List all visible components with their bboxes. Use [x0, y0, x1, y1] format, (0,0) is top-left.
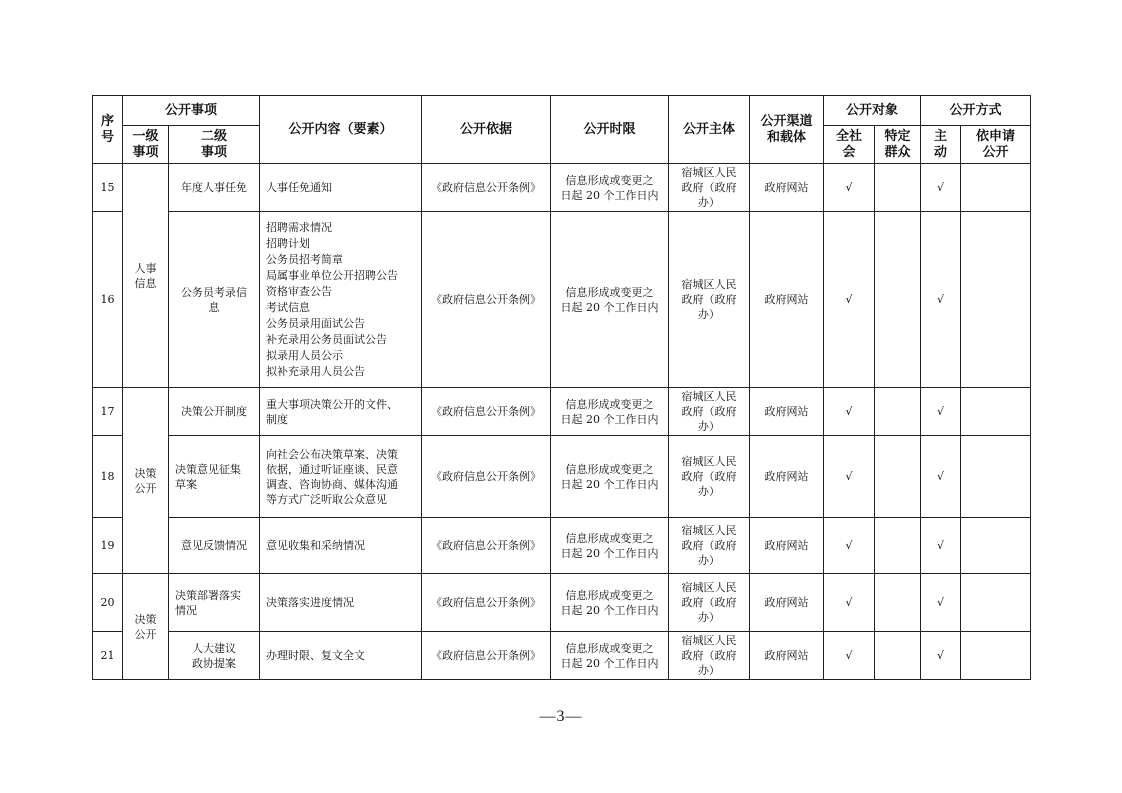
row-seq: 20 — [93, 574, 123, 632]
content-cell: 招聘需求情况 招聘计划 公务员招考简章 局属事业单位公开招聘公告 资格审查公告 考试信息 公务员录用面试公告 补充录用公务员面试公告 拟录用人员公示 拟补充录用人员公告 — [260, 212, 422, 388]
header-target-group: 公开对象 — [824, 96, 921, 126]
time-cell: 信息形成或变更之 日起 20 个工作日内 — [551, 164, 669, 212]
channel-cell: 政府网站 — [750, 164, 824, 212]
target-all-cell: √ — [824, 632, 875, 680]
time-cell: 信息形成或变更之 日起 20 个工作日内 — [551, 436, 669, 518]
channel-cell: 政府网站 — [750, 212, 824, 388]
header-item-group: 公开事项 — [123, 96, 260, 126]
level2-cell: 决策公开制度 — [169, 388, 260, 436]
channel-cell: 政府网站 — [750, 574, 824, 632]
content-cell: 意见收集和采纳情况 — [260, 518, 422, 574]
method-apply-cell — [961, 212, 1031, 388]
row-seq: 16 — [93, 212, 123, 388]
subject-cell: 宿城区人民 政府（政府 办） — [669, 574, 750, 632]
header-level2: 二级 事项 — [169, 126, 260, 164]
level2-cell: 意见反馈情况 — [169, 518, 260, 574]
header-subject: 公开主体 — [669, 96, 750, 164]
target-specific-cell — [875, 436, 921, 518]
header-channel: 公开渠道 和载体 — [750, 96, 824, 164]
header-basis: 公开依据 — [422, 96, 551, 164]
header-target-all: 全社 会 — [824, 126, 875, 164]
method-apply-cell — [961, 164, 1031, 212]
method-active-cell: √ — [921, 164, 961, 212]
channel-cell: 政府网站 — [750, 436, 824, 518]
target-all-cell: √ — [824, 164, 875, 212]
header-method-active: 主 动 — [921, 126, 961, 164]
basis-cell: 《政府信息公开条例》 — [422, 164, 551, 212]
method-active-cell: √ — [921, 632, 961, 680]
method-apply-cell — [961, 436, 1031, 518]
content-cell: 人事任免通知 — [260, 164, 422, 212]
content-cell: 重大事项决策公开的文件、 制度 — [260, 388, 422, 436]
header-target-specific: 特定 群众 — [875, 126, 921, 164]
subject-cell: 宿城区人民 政府（政府 办） — [669, 518, 750, 574]
content-cell: 办理时限、复文全文 — [260, 632, 422, 680]
target-specific-cell — [875, 164, 921, 212]
row-seq: 18 — [93, 436, 123, 518]
target-specific-cell — [875, 632, 921, 680]
method-active-cell: √ — [921, 388, 961, 436]
target-specific-cell — [875, 574, 921, 632]
time-cell: 信息形成或变更之 日起 20 个工作日内 — [551, 574, 669, 632]
basis-cell: 《政府信息公开条例》 — [422, 388, 551, 436]
row-seq: 17 — [93, 388, 123, 436]
table-row — [93, 212, 1031, 388]
content-cell: 决策落实进度情况 — [260, 574, 422, 632]
table-row — [93, 436, 1031, 518]
target-specific-cell — [875, 388, 921, 436]
header-seq: 序 号 — [93, 96, 123, 164]
channel-cell: 政府网站 — [750, 388, 824, 436]
level2-cell: 决策部署落实 情况 — [169, 574, 260, 632]
level1-cell: 决策 公开 — [123, 574, 169, 680]
table-row — [93, 632, 1031, 680]
time-cell: 信息形成或变更之 日起 20 个工作日内 — [551, 632, 669, 680]
row-seq: 19 — [93, 518, 123, 574]
method-apply-cell — [961, 574, 1031, 632]
table-row — [93, 574, 1031, 632]
level2-cell: 决策意见征集 草案 — [169, 436, 260, 518]
level2-cell: 年度人事任免 — [169, 164, 260, 212]
target-specific-cell — [875, 212, 921, 388]
content-cell: 向社会公布决策草案、决策 依据，通过听证座谈、民意 调查、咨询协商、媒体沟通 等方式广泛听取公众意见 — [260, 436, 422, 518]
page-number: —3— — [539, 708, 583, 725]
subject-cell: 宿城区人民 政府（政府 办） — [669, 632, 750, 680]
target-all-cell: √ — [824, 574, 875, 632]
channel-cell: 政府网站 — [750, 518, 824, 574]
disclosure-table — [92, 95, 1031, 680]
basis-cell: 《政府信息公开条例》 — [422, 436, 551, 518]
header-method-apply: 依申请 公开 — [961, 126, 1031, 164]
target-all-cell: √ — [824, 518, 875, 574]
time-cell: 信息形成或变更之 日起 20 个工作日内 — [551, 518, 669, 574]
basis-cell: 《政府信息公开条例》 — [422, 632, 551, 680]
target-all-cell: √ — [824, 436, 875, 518]
basis-cell: 《政府信息公开条例》 — [422, 212, 551, 388]
row-seq: 15 — [93, 164, 123, 212]
method-active-cell: √ — [921, 518, 961, 574]
header-method-group: 公开方式 — [921, 96, 1031, 126]
method-apply-cell — [961, 388, 1031, 436]
table-row — [93, 518, 1031, 574]
channel-cell: 政府网站 — [750, 632, 824, 680]
target-all-cell: √ — [824, 388, 875, 436]
target-all-cell: √ — [824, 212, 875, 388]
table-row — [93, 388, 1031, 436]
level2-cell: 公务员考录信 息 — [169, 212, 260, 388]
time-cell: 信息形成或变更之 日起 20 个工作日内 — [551, 388, 669, 436]
header-content: 公开内容（要素） — [260, 96, 422, 164]
level2-cell: 人大建议 政协提案 — [169, 632, 260, 680]
header-time: 公开时限 — [551, 96, 669, 164]
row-seq: 21 — [93, 632, 123, 680]
method-active-cell: √ — [921, 212, 961, 388]
table-row — [93, 164, 1031, 212]
target-specific-cell — [875, 518, 921, 574]
level1-cell: 人事 信息 — [123, 164, 169, 388]
method-apply-cell — [961, 518, 1031, 574]
basis-cell: 《政府信息公开条例》 — [422, 574, 551, 632]
method-active-cell: √ — [921, 436, 961, 518]
header-level1: 一级 事项 — [123, 126, 169, 164]
subject-cell: 宿城区人民 政府（政府 办） — [669, 436, 750, 518]
subject-cell: 宿城区人民 政府（政府 办） — [669, 164, 750, 212]
basis-cell: 《政府信息公开条例》 — [422, 518, 551, 574]
time-cell: 信息形成或变更之 日起 20 个工作日内 — [551, 212, 669, 388]
subject-cell: 宿城区人民 政府（政府 办） — [669, 212, 750, 388]
level1-cell: 决策 公开 — [123, 388, 169, 574]
method-apply-cell — [961, 632, 1031, 680]
subject-cell: 宿城区人民 政府（政府 办） — [669, 388, 750, 436]
method-active-cell: √ — [921, 574, 961, 632]
